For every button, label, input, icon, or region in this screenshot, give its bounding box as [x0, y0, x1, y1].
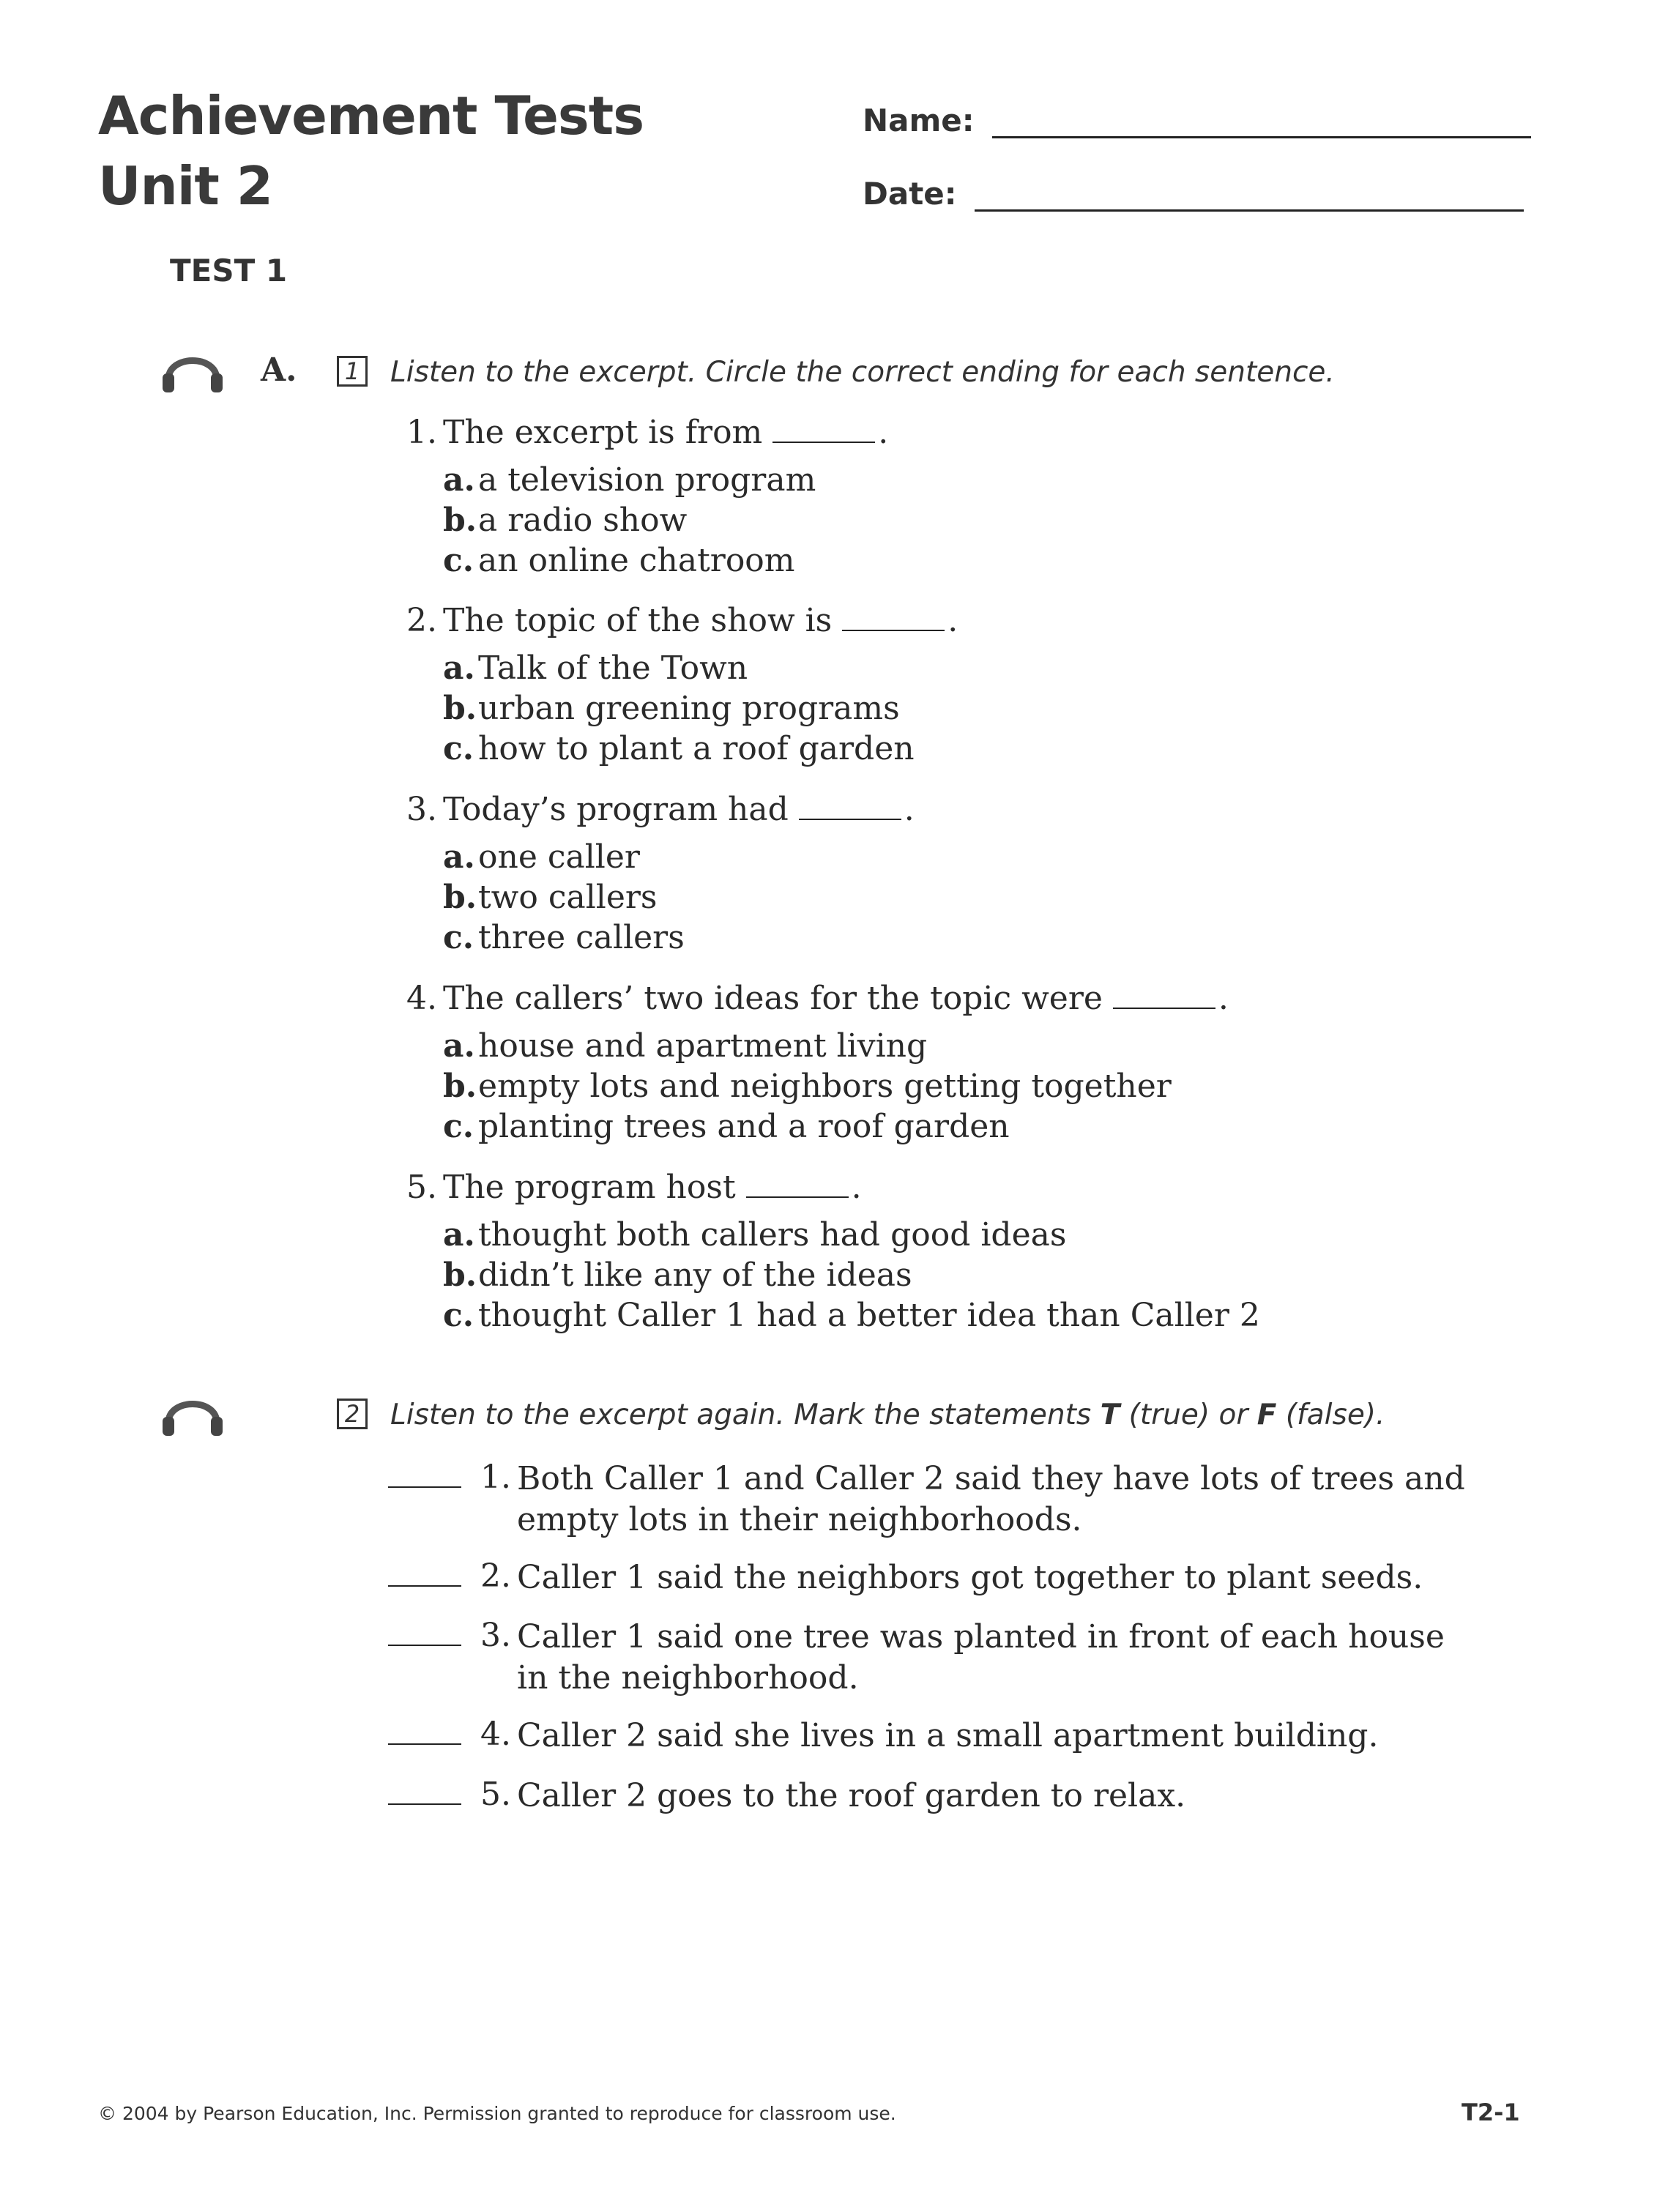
- option-4b[interactable]: [443, 1068, 1172, 1105]
- statement-number: 5.: [480, 1776, 511, 1813]
- page-number: T2-1: [1462, 2099, 1520, 2126]
- name-label: Name:: [863, 103, 975, 138]
- date-line[interactable]: [975, 180, 1524, 212]
- section-a-letter: A.: [261, 351, 297, 389]
- option-text: an online chatroom: [478, 542, 795, 579]
- question-text: The program host: [443, 1169, 736, 1206]
- answer-blank[interactable]: [388, 1585, 461, 1587]
- option-3c[interactable]: [443, 919, 685, 956]
- true-letter: T: [1100, 1399, 1120, 1431]
- question-number: 3.: [406, 791, 437, 828]
- copyright-footer: © 2004 by Pearson Education, Inc. Permission granted to reproduce for classroom use.: [98, 2103, 896, 2124]
- option-text: a radio show: [478, 502, 688, 539]
- option-text: two callers: [478, 879, 658, 916]
- option-5a[interactable]: [443, 1216, 1066, 1254]
- answer-blank[interactable]: [388, 1645, 461, 1646]
- headphones-icon: [161, 1388, 224, 1439]
- option-2a[interactable]: [443, 649, 748, 687]
- question-4: 4. The callers’ two ideas for the topic were .: [406, 980, 1229, 1017]
- option-letter: c.: [443, 919, 474, 956]
- question-number: 5.: [406, 1169, 437, 1206]
- statement-text: Caller 1 said the neighbors got together to plant seeds.: [517, 1559, 1423, 1596]
- title-block: [98, 81, 644, 221]
- option-3a[interactable]: [443, 838, 640, 876]
- statement-number: 1.: [480, 1459, 511, 1496]
- track-number-box-2: 2: [337, 1399, 368, 1429]
- name-line[interactable]: [992, 107, 1531, 138]
- statement-number: 3.: [480, 1617, 511, 1654]
- option-letter: a.: [443, 649, 475, 687]
- option-text: urban greening programs: [478, 690, 900, 727]
- option-1c[interactable]: [443, 542, 795, 579]
- option-letter: c.: [443, 1297, 474, 1334]
- instruction-text: (false).: [1276, 1399, 1385, 1431]
- instruction-text: (true) or: [1120, 1399, 1257, 1431]
- option-letter: a.: [443, 461, 475, 499]
- statement-number: 4.: [480, 1716, 511, 1753]
- option-5b[interactable]: [443, 1256, 912, 1294]
- option-letter: b.: [443, 1068, 477, 1105]
- option-letter: a.: [443, 838, 475, 876]
- answer-blank[interactable]: [388, 1743, 461, 1745]
- question-number: 4.: [406, 980, 437, 1017]
- option-letter: c.: [443, 1108, 474, 1145]
- option-letter: a.: [443, 1027, 475, 1065]
- statement-text: Caller 1 said one tree was planted in front of each house in the neighborhood.: [517, 1618, 1445, 1697]
- statement-text: Both Caller 1 and Caller 2 said they have lots of trees and empty lots in their neighborhoods.: [517, 1460, 1465, 1538]
- test-label: TEST 1: [170, 253, 288, 288]
- statement-text: Caller 2 said she lives in a small apartment building.: [517, 1717, 1379, 1754]
- option-3b[interactable]: [443, 879, 658, 916]
- question-text: Today’s program had: [443, 791, 789, 828]
- answer-blank: [842, 605, 945, 631]
- option-letter: a.: [443, 1216, 475, 1254]
- option-text: didn’t like any of the ideas: [478, 1256, 912, 1294]
- question-text: The excerpt is from: [443, 414, 763, 451]
- option-5c[interactable]: [443, 1297, 1260, 1334]
- question-3: 3. Today’s program had .: [406, 791, 915, 828]
- option-2c[interactable]: [443, 730, 915, 767]
- answer-blank: [746, 1172, 849, 1198]
- option-text: thought Caller 1 had a better idea than Caller 2: [478, 1297, 1260, 1334]
- option-1a[interactable]: [443, 461, 816, 499]
- option-text: three callers: [478, 919, 685, 956]
- instruction-text: Listen to the excerpt again. Mark the statements: [390, 1399, 1101, 1431]
- option-text: a television program: [478, 461, 816, 499]
- option-text: one caller: [478, 838, 640, 876]
- option-1b[interactable]: [443, 502, 687, 539]
- option-text: planting trees and a roof garden: [478, 1108, 1010, 1145]
- option-4c[interactable]: [443, 1108, 1010, 1145]
- option-letter: b.: [443, 502, 477, 539]
- question-2: 2. The topic of the show is .: [406, 602, 958, 639]
- page-title: Achievement Tests: [98, 85, 644, 146]
- date-label: Date:: [863, 176, 957, 212]
- answer-blank[interactable]: [388, 1486, 461, 1488]
- option-4a[interactable]: [443, 1027, 927, 1065]
- section-2-instruction: [390, 1399, 1385, 1431]
- question-text: The callers’ two ideas for the topic were: [443, 980, 1103, 1017]
- answer-blank: [799, 794, 901, 820]
- section-a-instruction: Listen to the excerpt. Circle the correct ending for each sentence.: [390, 356, 1335, 389]
- question-1: 1. The excerpt is from .: [406, 414, 889, 451]
- option-text: how to plant a roof garden: [478, 730, 915, 767]
- statement-text: Caller 2 goes to the roof garden to relax.: [517, 1777, 1186, 1814]
- answer-blank: [1113, 983, 1215, 1009]
- track-number-box-1: 1: [337, 356, 368, 387]
- option-text: house and apartment living: [478, 1027, 928, 1065]
- option-text: empty lots and neighbors getting together: [478, 1068, 1172, 1105]
- option-letter: c.: [443, 730, 474, 767]
- option-letter: b.: [443, 1256, 477, 1294]
- question-text: The topic of the show is: [443, 602, 833, 639]
- option-2b[interactable]: [443, 690, 900, 727]
- false-letter: F: [1256, 1399, 1277, 1431]
- date-field: [863, 176, 1524, 212]
- option-letter: c.: [443, 542, 474, 579]
- name-field: [863, 103, 1531, 138]
- option-letter: b.: [443, 690, 477, 727]
- unit-title: Unit 2: [98, 155, 272, 217]
- question-number: 1.: [406, 414, 437, 451]
- option-letter: b.: [443, 879, 477, 916]
- option-text: Talk of the Town: [478, 649, 748, 687]
- answer-blank[interactable]: [388, 1803, 461, 1805]
- headphones-icon: [161, 344, 224, 395]
- question-5: 5. The program host .: [406, 1169, 862, 1206]
- option-text: thought both callers had good ideas: [478, 1216, 1067, 1254]
- statement-number: 2.: [480, 1557, 511, 1595]
- question-number: 2.: [406, 602, 437, 639]
- answer-blank: [772, 417, 875, 443]
